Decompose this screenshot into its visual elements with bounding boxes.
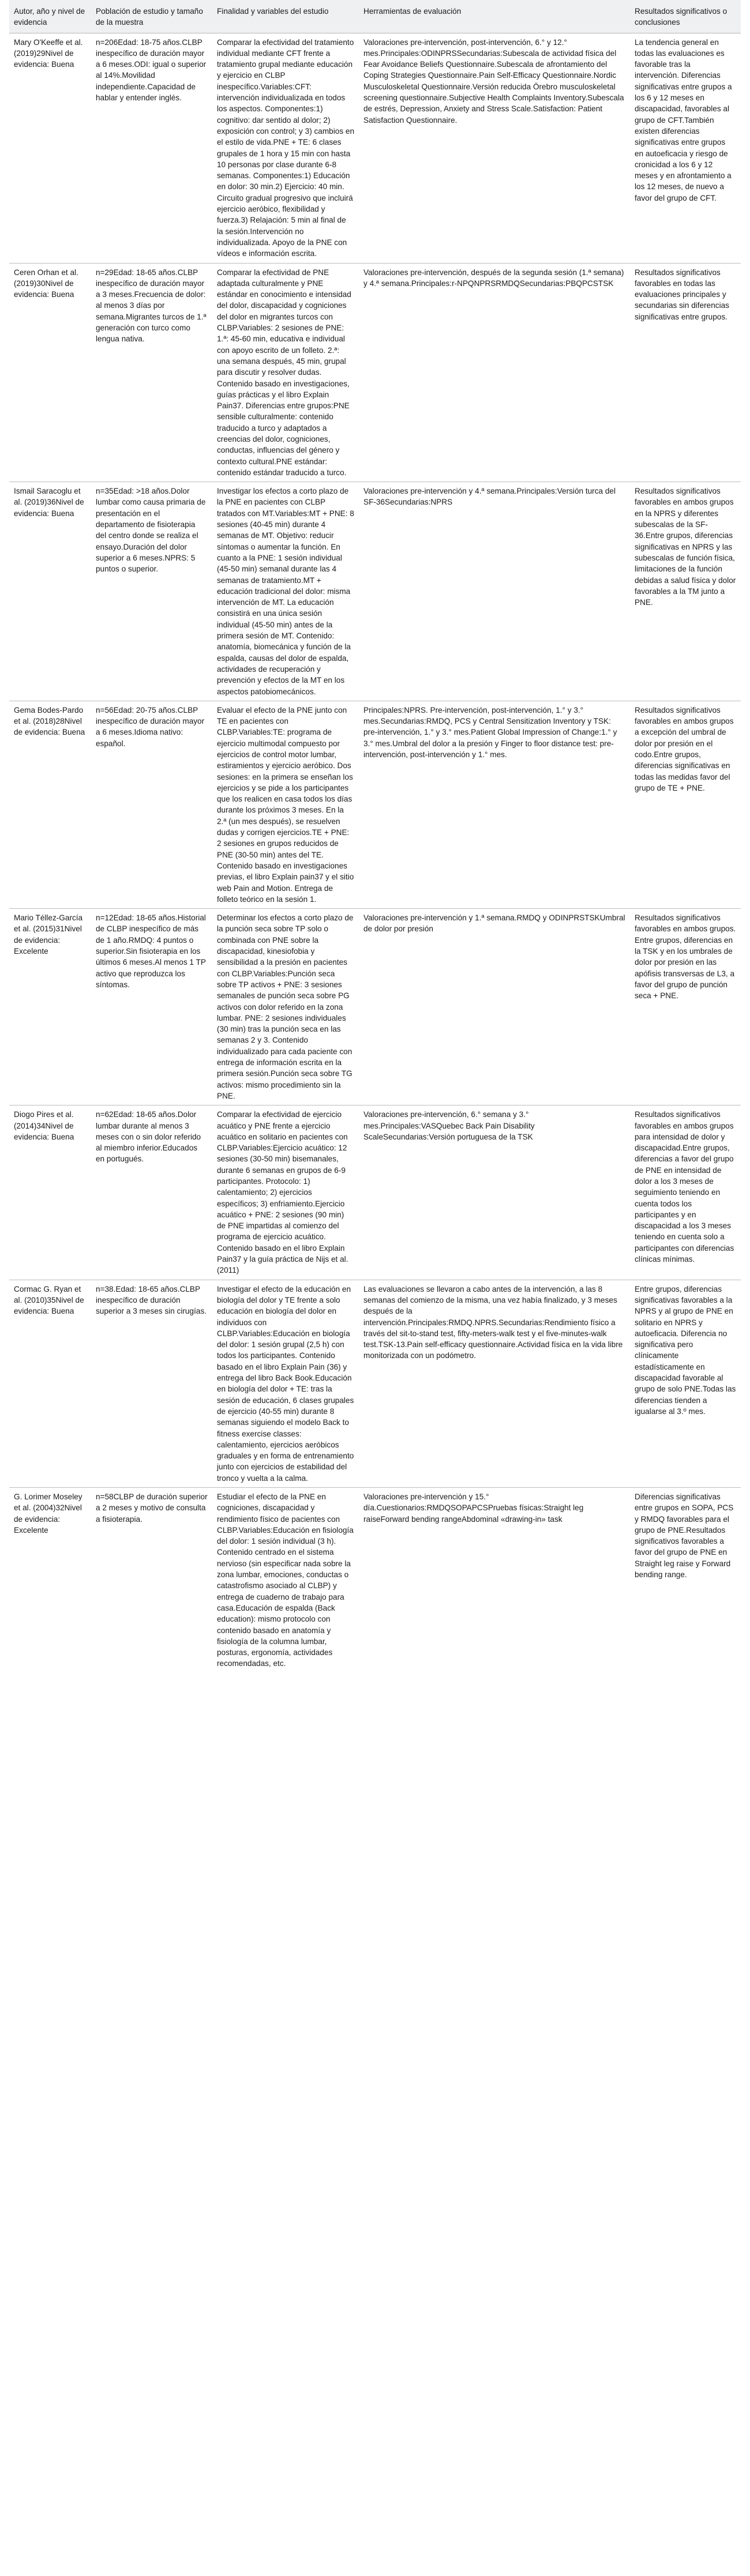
evidence-table: [9, 0, 741, 1673]
cell-results: Resultados significativos favorables en ambos grupos a excepción del umbral de dolor por presión en el codo.Entre grupos, diferencias significativas en todas las medidas favor del grupo de TE + PNE.: [630, 701, 741, 908]
cell-purpose: Comparar la efectividad de PNE adaptada culturalmente y PNE estándar en conocimiento e intensidad del dolor, discapacidad y cogniciones del dolor en migrantes turcos con CLBP.Variables: 2 sesiones de PNE: 1.ª: 45-60 min, educativa e individual con apoyo escrito de un folleto. 2.ª: una semana después, 45 min, grupal para discutir y resolver dudas. Contenido basado en investigaciones, guías prácticas y el libro Explain Pain37. Diferencias entre grupos:PNE sensible culturalmente: contenido traducido a turco y adaptados a creencias del dolor, cogniciones, conductas, influencias del género y contexto cultural.PNE estándar: contenido estándar traducido a turco.: [212, 263, 359, 482]
cell-results: Resultados significativos favorables en ambos grupos. Entre grupos, diferencias en la TSK y en los umbrales de dolor por presión en las apófisis transversas de L3, a favor del grupo de punción seca + PNE.: [630, 909, 741, 1105]
table-row: [9, 701, 741, 908]
cell-population: n=29Edad: 18-65 años.CLBP inespecífico de duración mayor a 3 meses.Frecuencia de dolor: al menos 3 días por semana.Migrantes turcos de 1.ª generación con turco como lengua nativa.: [91, 263, 212, 482]
header-tools: Herramientas de evaluación: [359, 0, 630, 33]
cell-author: Gema Bodes-Pardo et al. (2018)28Nivel de evidencia: Buena: [9, 701, 91, 908]
cell-author: Ismail Saracoglu et al. (2019)36Nivel de evidencia: Buena: [9, 482, 91, 701]
table-row: [9, 909, 741, 1105]
header-purpose: Finalidad y variables del estudio: [212, 0, 359, 33]
cell-tools: Valoraciones pre-intervención, 6.° semana y 3.° mes.Principales:VASQuebec Back Pain Disability ScaleSecundarias:Versión portuguesa de la TSK: [359, 1105, 630, 1280]
cell-tools: Valoraciones pre-intervención y 4.ª semana.Principales:Versión turca del SF-36Secundarias:NPRS: [359, 482, 630, 701]
cell-population: n=38.Edad: 18-65 años.CLBP inespecífico de duración superior a 3 meses sin cirugías.: [91, 1280, 212, 1487]
table-row: [9, 1488, 741, 1673]
cell-tools: Valoraciones pre-intervención y 1.ª semana.RMDQ y ODINPRSTSKUmbral de dolor por presión: [359, 909, 630, 1105]
cell-purpose: Determinar los efectos a corto plazo de la punción seca sobre TP solo o combinada con PNE sobre la discapacidad, kinesiofobia y sensibilidad a la presión en pacientes con CLBP.Variables:Punción seca sobre TP activos + PNE: 3 sesiones semanales de punción seca sobre PG activos con dolor referido en la zona lumbar. PNE: 2 sesiones individuales (30 min) tras la punción seca en las semanas 2 y 3. Contenido individualizado para cada paciente con entrega de información escrita en la primera sesión.Punción seca sobre TG activos: mismo procedimiento sin la PNE.: [212, 909, 359, 1105]
cell-tools: Valoraciones pre-intervención, después de la segunda sesión (1.ª semana) y 4.ª semana.Principales:r-NPQNPRSRMDQSecundarias:PBQPCSTSK: [359, 263, 630, 482]
cell-purpose: Investigar los efectos a corto plazo de la PNE en pacientes con CLBP tratados con MT.Variables:MT + PNE: 8 sesiones (40-45 min) durante 4 semanas de MT. Objetivo: reducir síntomas o aumentar la función. En cuanto a la PNE: 1 sesión individual (45-50 min) semanal durante las 4 semanas de tratamiento.MT + educación tradicional del dolor: misma intervención de MT. La educación consistirá en una única sesión individual (45-50 min) antes de la primera sesión de MT. Contenido: anatomía, biomecánica y función de la espalda, causas del dolor de espalda, actividades de recuperación y prevención y efectos de la MT en los aspectos patobiomecánicos.: [212, 482, 359, 701]
cell-population: n=35Edad: >18 años.Dolor lumbar como causa primaria de presentación en el departamento de fisioterapia del centro donde se realiza el ensayo.Duración del dolor superior a 6 meses.NPRS: 5 puntos o superior.: [91, 482, 212, 701]
table-row: [9, 263, 741, 482]
cell-population: n=56Edad: 20-75 años.CLBP inespecífico de duración mayor a 6 meses.Idioma nativo: español.: [91, 701, 212, 908]
cell-purpose: Comparar la efectividad de ejercicio acuático y PNE frente a ejercicio acuático en solitario en pacientes con CLBP.Variables:Ejercicio acuático: 12 sesiones (30-50 min) bisemanales, durante 6 semanas en grupos de 6-9 participantes. Protocolo: 1) calentamiento; 2) ejercicios específicos; 3) enfriamiento.Ejercicio acuático + PNE: 2 sesiones (90 min) de PNE impartidas al comienzo del programa de ejercicio acuático. Contenido basado en el libro Explain Pain37 y la guía práctica de Nijs et al. (2011): [212, 1105, 359, 1280]
cell-purpose: Estudiar el efecto de la PNE en cogniciones, discapacidad y rendimiento físico de pacientes con CLBP.Variables:Educación en fisiología del dolor: 1 sesión individual (3 h). Contenido centrado en el sistema nervioso (sin especificar nada sobre la zona lumbar, emociones, conductas o catastrofismo asociado al CLBP) y entrega de cuaderno de trabajo para casa.Educación de espalda (Back education): mismo protocolo con contenido basado en anatomía y fisiología de la columna lumbar, posturas, ergonomía, actividades recomendadas, etc.: [212, 1488, 359, 1673]
cell-population: n=12Edad: 18-65 años.Historial de CLBP inespecífico de más de 1 año.RMDQ: 4 puntos o superior.Sin fisioterapia en los últimos 6 meses.Al menos 1 TP activo que reproduzca los síntomas.: [91, 909, 212, 1105]
cell-tools: Valoraciones pre-intervención y 15.° día.Cuestionarios:RMDQSOPAPCSPruebas físicas:Straight leg raiseForward bending rangeAbdominal «drawing-in» task: [359, 1488, 630, 1673]
cell-tools: Principales:NPRS. Pre-intervención, post-intervención, 1.° y 3.° mes.Secundarias:RMDQ, PCS y Central Sensitization Inventory y TSK: pre-intervención, 1.° y 3.° mes.Patient Global Impression of Change:1.° y 3.° mes.Umbral del dolor a la presión y Finger to floor distance test: pre-intervención, post-intervención y 1.° mes.: [359, 701, 630, 908]
table-header-row: [9, 0, 741, 33]
cell-author: Diogo Pires et al. (2014)34Nivel de evidencia: Buena: [9, 1105, 91, 1280]
cell-population: n=58CLBP de duración superior a 2 meses y motivo de consulta a fisioterapia.: [91, 1488, 212, 1673]
cell-population: n=62Edad: 18-65 años.Dolor lumbar durante al menos 3 meses con o sin dolor referido al miembro inferior.Educados en portugués.: [91, 1105, 212, 1280]
header-author: Autor, año y nivel de evidencia: [9, 0, 91, 33]
table-row: [9, 33, 741, 263]
cell-author: Mary O'Keeffe et al. (2019)29Nivel de evidencia: Buena: [14, 37, 83, 69]
cell-results: Resultados significativos favorables en ambos grupos en la NPRS y diferentes subescalas de la SF-36.Entre grupos, diferencias significativas en NPRS y las subescalas de función física, limitaciones de la función debidas a salud física y dolor favorables a la TM junto a PNE.: [630, 482, 741, 701]
table-row: [9, 1105, 741, 1280]
cell-author: Mario Téllez-García et al. (2015)31Nivel de evidencia: Excelente: [9, 909, 91, 1105]
cell-purpose: Investigar el efecto de la educación en biología del dolor y TE frente a solo educación en biología del dolor en individuos con CLBP.Variables:Educación en biología del dolor: 1 sesión grupal (2,5 h) con todos los participantes. Contenido basado en el libro Explain Pain (36) y entrega del libro Back Book.Educación en biología del dolor + TE: tras la sesión de educación, 6 clases grupales de ejercicio (40-55 min) durante 8 semanas siguiendo el modelo Back to fitness exercise classes: calentamiento, ejercicios aeróbicos graduales y en forma de entrenamiento junto con ejercicios de estabilidad del tronco y vuelta a la calma.: [212, 1280, 359, 1487]
cell-author: Ceren Orhan et al. (2019)30Nivel de evidencia: Buena: [9, 263, 91, 482]
cell-results: Resultados significativos favorables en todas las evaluaciones principales y secundarias sin diferencias significativas entre grupos.: [630, 263, 741, 482]
cell-purpose: Evaluar el efecto de la PNE junto con TE en pacientes con CLBP.Variables:TE: programa de ejercicio multimodal compuesto por ejercicios de control motor lumbar, estiramientos y ejercicio aeróbico. Dos sesiones: en la primera se enseñan los ejercicios y se pide a los participantes que los realicen en casa todos los días durante los próximos 3 meses. En la 2.ª (un mes después), se resuelven dudas y corrigen ejercicios.TE + PNE: 2 sesiones en grupos reducidos de PNE (30-50 min) antes del TE. Contenido basado en investigaciones previas, el libro Explain pain37 y el sitio web Pain and Motion. Entrega de folleto teórico en la sesión 1.: [212, 701, 359, 908]
cell-results: Resultados significativos favorables en ambos grupos para intensidad de dolor y discapacidad.Entre grupos, diferencias a favor del grupo de PNE en intensidad de dolor a los 3 meses de seguimiento teniendo en cuenta todos los participantes y en discapacidad a los 3 meses teniendo en cuenta solo a participantes con diferencias clínicas mínimas.: [630, 1105, 741, 1280]
cell-results: Diferencias significativas entre grupos en SOPA, PCS y RMDQ favorables para el grupo de PNE.Resultados significativos favorables a favor del grupo de PNE en Straight leg raise y Forward bending range.: [630, 1488, 741, 1673]
cell-author: G. Lorimer Moseley et al. (2004)32Nivel de evidencia: Excelente: [9, 1488, 91, 1673]
header-results: Resultados significativos o conclusiones: [630, 0, 741, 33]
cell-tools: Valoraciones pre-intervención, post-intervención, 6.° y 12.° mes.Principales:ODINPRSSecundarias:Subescala de actividad física del Fear Avoidance Beliefs Questionnaire.Subescala de afrontamiento del Coping Strategies Questionnaire.Pain Self-Efficacy Questionnaire.Nordic Musculoskeletal Questionnaire.Versión reducida Örebro musculoskeletal screening questionnaire.Subjective Health Complaints Inventory.Subescala de estrés, Depression, Anxiety and Stress Scale.Satisfaction: Patient Satisfaction Questionnaire.: [363, 37, 624, 125]
table-row: [9, 482, 741, 701]
header-population: Población de estudio y tamaño de la muestra: [91, 0, 212, 33]
table-row: [9, 1280, 741, 1487]
cell-purpose: Comparar la efectividad del tratamiento individual mediante CFT frente a tratamiento grupal mediante educación y ejercicio en CLBP inespecífico.Variables:CFT: intervención individualizada en todos los aspectos. Componentes:1) cognitivo: dar sentido al dolor; 2) exposición con control; y 3) cambios en el estilo de vida.PNE + TE: 6 clases grupales de 1 hora y 15 min con hasta 10 personas por clase durante 6-8 semanas. Componentes:1) Educación en dolor: 30 min.2) Ejercicio: 40 min. Circuito gradual progresivo que incluirá ejercicio aeróbico, flexibilidad y fuerza.3) Relajación: 5 min al final de la sesión.Intervención no individualizada. Apoyo de la PNE con vídeos e información escrita.: [217, 37, 355, 258]
cell-tools: Las evaluaciones se llevaron a cabo antes de la intervención, a las 8 semanas del comienzo de la misma, una vez había finalizado, y 3 meses después de la intervención.Principales:RMDQ.NPRS.Secundarias:Rendimiento físico a través del sit-to-stand test, fifty-meters-walk test y el five-minutes-walk test.TSK-13.Pain self-efficacy questionnaire.Actividad física en la vida libre monitorizada con un podómetro.: [359, 1280, 630, 1487]
cell-results: Entre grupos, diferencias significativas favorables a la NPRS y al grupo de PNE en solitario en NPRS y autoeficacia. Diferencia no significativa pero clínicamente estadísticamente en discapacidad favorable al grupo de solo PNE.Todas las diferencias tienden a igualarse al 3.º mes.: [630, 1280, 741, 1487]
cell-population: n=206Edad: 18-75 años.CLBP inespecífico de duración mayor a 6 meses.ODI: igual o superior al 14%.Movilidad independiente.Capacidad de hablar y entender inglés.: [96, 37, 207, 103]
cell-author: Cormac G. Ryan et al. (2010)35Nivel de evidencia: Buena: [9, 1280, 91, 1487]
cell-results: La tendencia general en todas las evaluaciones es favorable tras la intervención. Diferencias significativas entre grupos a los 6 y 12 meses en discapacidad, favorables al grupo de CFT.También existen diferencias significativas entre grupos en autoeficacia y riesgo de cronicidad a los 6 y 12 meses y en afrontamiento a los 12 meses, de nuevo a favor del grupo de CFT.: [635, 37, 732, 202]
